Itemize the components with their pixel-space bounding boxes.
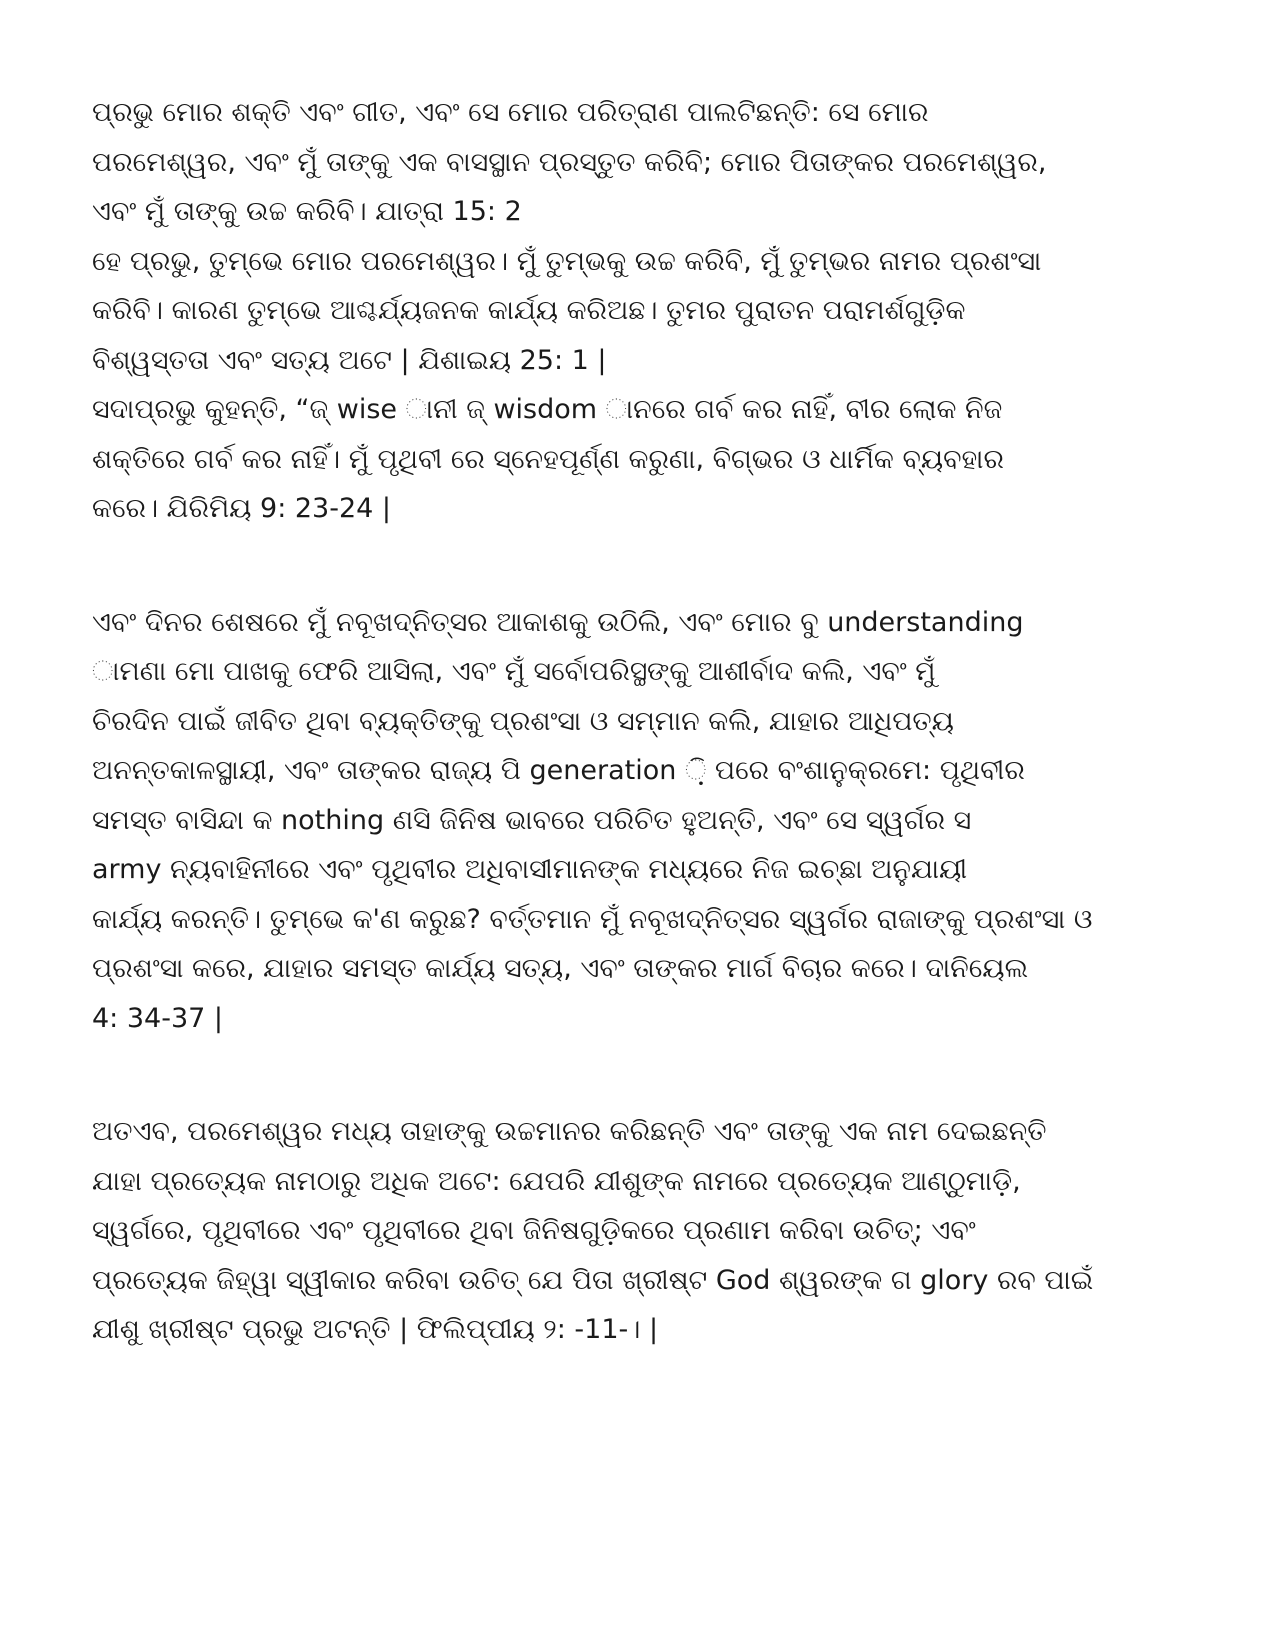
paragraph-1 (92, 88, 1187, 534)
text-line: ଅନନ୍ତକାଳସ୍ଥାୟୀ, ଏବଂ ତାଙ୍କର ରାଜ୍ୟ ପି generation ଼ି ପରେ ବଂଶାନୁକ୍ରମେ: ପୃଥିବୀର (92, 755, 1025, 786)
text-line: ଚିରଦିନ ପାଇଁ ଜୀବିତ ଥିବା ବ୍ୟକ୍ତିଙ୍କୁ ପ୍ରଶଂସା ଓ ସମ୍ମାନ କଲି, ଯାହାର ଆଧିପତ୍ୟ (92, 705, 954, 737)
text-line: ବିଶ୍ୱସ୍ତତା ଏବଂ ସତ୍ୟ ଅଟେ | ଯିଶାଇୟ 25: 1 | (92, 344, 607, 376)
text-line: ଶକ୍ତିରେ ଗର୍ବ କର ନାହିଁ। ମୁଁ ପୃଥିବୀ ରେ ସ୍ନେହପୂର୍ଣ୍ଣ କରୁଣା, ବିଗ୍ଭର ଓ ଧାର୍ମିକ ବ୍ୟବହାର (92, 443, 1004, 475)
text-line: ଯୀଶୁ ଖ୍ରୀଷ୍ଟ ପ୍ରଭୁ ଅଟନ୍ତି | ଫିଲିପ୍ପୀୟ ୨: -11-। | (92, 1314, 659, 1345)
text-line: କରେ। ଯିରିମିୟ 9: 23-24 | (92, 493, 392, 524)
text-line: କରିବି। କାରଣ ତୁମ୍ଭେ ଆଶ୍ଚର୍ଯ୍ୟଜନକ କାର୍ଯ୍ୟ କରିଅଛ। ତୁମର ପୁରାତନ ପରାମର୍ଶଗୁଡ଼ିକ (92, 295, 966, 326)
text-line: ଏବଂ ଦିନର ଶେଷରେ ମୁଁ ନବୂଖଦ୍ନିତ୍ସର ଆକାଶକୁ ଉଠିଲି, ଏବଂ ମୋର ବୁ understanding (92, 606, 1024, 638)
text-line: ସମସ୍ତ ବାସିନ୍ଦା କ nothing ଣସି ଜିନିଷ ଭାବରେ ପରିଚିତ ହୁଅନ୍ତି, ଏବଂ ସେ ସ୍ୱର୍ଗର ସ (92, 804, 972, 836)
text-line: army ନ୍ୟବାହିନୀରେ ଏବଂ ପୃଥିବୀର ଅଧିବାସୀମାନଙ୍କ ମଧ୍ୟରେ ନିଜ ଇଚ୍ଛା ଅନୁଯାୟୀ (92, 854, 968, 885)
text-line: ାମଣା ମୋ ପାଖକୁ ଫେରି ଆସିଲା, ଏବଂ ମୁଁ ସର୍ବୋପରିସ୍ଥଙ୍କୁ ଆଶୀର୍ବାଦ କଲି, ଏବଂ ମୁଁ (92, 656, 936, 687)
paragraph-2 (92, 598, 1187, 1044)
text-line: ପରମେଶ୍ୱର, ଏବଂ ମୁଁ ତାଙ୍କୁ ଏକ ବାସସ୍ଥାନ ପ୍ରସ୍ତୁତ କରିବି; ମୋର ପିତାଙ୍କର ପରମେଶ୍ୱର, (92, 146, 1047, 178)
text-line: ସଦାପ୍ରଭୁ କୁହନ୍ତି, “ଜ୍ wise ାନୀ ଜ୍ wisdom ାନରେ ଗର୍ବ କର ନାହିଁ, ବୀର ଲୋକ ନିଜ (92, 394, 1003, 425)
text-line: ପ୍ରତ୍ୟେକ ଜିହ୍ୱା ସ୍ୱୀକାର କରିବା ଉଚିତ୍ ଯେ ପିତା ଖ୍ରୀଷ୍ଟ God ଶ୍ୱରଙ୍କ ଗ glory ରବ ପାଇଁ (92, 1264, 1094, 1296)
text-line: ଅତଏବ, ପରମେଶ୍ୱର ମଧ୍ୟ ତାହାଙ୍କୁ ଉଚ୍ଚମାନର କରିଛନ୍ତି ଏବଂ ତାଙ୍କୁ ଏକ ନାମ ଦେଇଛନ୍ତି (92, 1116, 1047, 1147)
text-line: ସ୍ୱର୍ଗରେ, ପୃଥିବୀରେ ଏବଂ ପୃଥିବୀରେ ଥିବା ଜିନିଷଗୁଡ଼ିକରେ ପ୍ରଣାମ କରିବା ଉଚିତ୍; ଏବଂ (92, 1215, 976, 1246)
text-line: 4: 34-37 | (92, 1002, 223, 1034)
text-line: ପ୍ରଶଂସା କରେ, ଯାହାର ସମସ୍ତ କାର୍ଯ୍ୟ ସତ୍ୟ, ଏବଂ ତାଙ୍କର ମାର୍ଗ ବିଚାର କରେ। ଦାନିୟେଲ (92, 953, 1029, 984)
text-line: ହେ ପ୍ରଭୁ, ତୁମ୍ଭେ ମୋର ପରମେଶ୍ୱର। ମୁଁ ତୁମ୍ଭକୁ ଉଚ୍ଚ କରିବି, ମୁଁ ତୁମ୍ଭର ନାମର ପ୍ରଶଂସା (92, 245, 1042, 277)
paragraph-3 (92, 1107, 1187, 1355)
paragraph-spacer (92, 1043, 1187, 1107)
document-page (92, 88, 1187, 1355)
text-line: ଏବଂ ମୁଁ ତାଙ୍କୁ ଉଚ୍ଚ କରିବି। ଯାତ୍ରା 15: 2 (92, 196, 522, 227)
text-line: ଯାହା ପ୍ରତ୍ୟେକ ନାମଠାରୁ ଅଧିକ ଅଟେ: ଯେପରି ଯୀଶୁଙ୍କ ନାମରେ ପ୍ରତ୍ୟେକ ଆଣ୍ଠୁମାଡ଼ି, (92, 1165, 1021, 1197)
text-line: କାର୍ଯ୍ୟ କରନ୍ତି। ତୁମ୍ଭେ କ'ଣ କରୁଛ? ବର୍ତ୍ତମାନ ମୁଁ ନବୂଖଦ୍ନିତ୍ସର ସ୍ୱର୍ଗର ରାଜାଙ୍କୁ ପ୍ରଶଂସା ଓ (92, 903, 1093, 935)
paragraph-spacer (92, 534, 1187, 598)
text-line: ପ୍ରଭୁ ମୋର ଶକ୍ତି ଏବଂ ଗୀତ, ଏବଂ ସେ ମୋର ପରିତ୍ରାଣ ପାଲଟିଛନ୍ତି: ସେ ମୋର (92, 97, 929, 128)
